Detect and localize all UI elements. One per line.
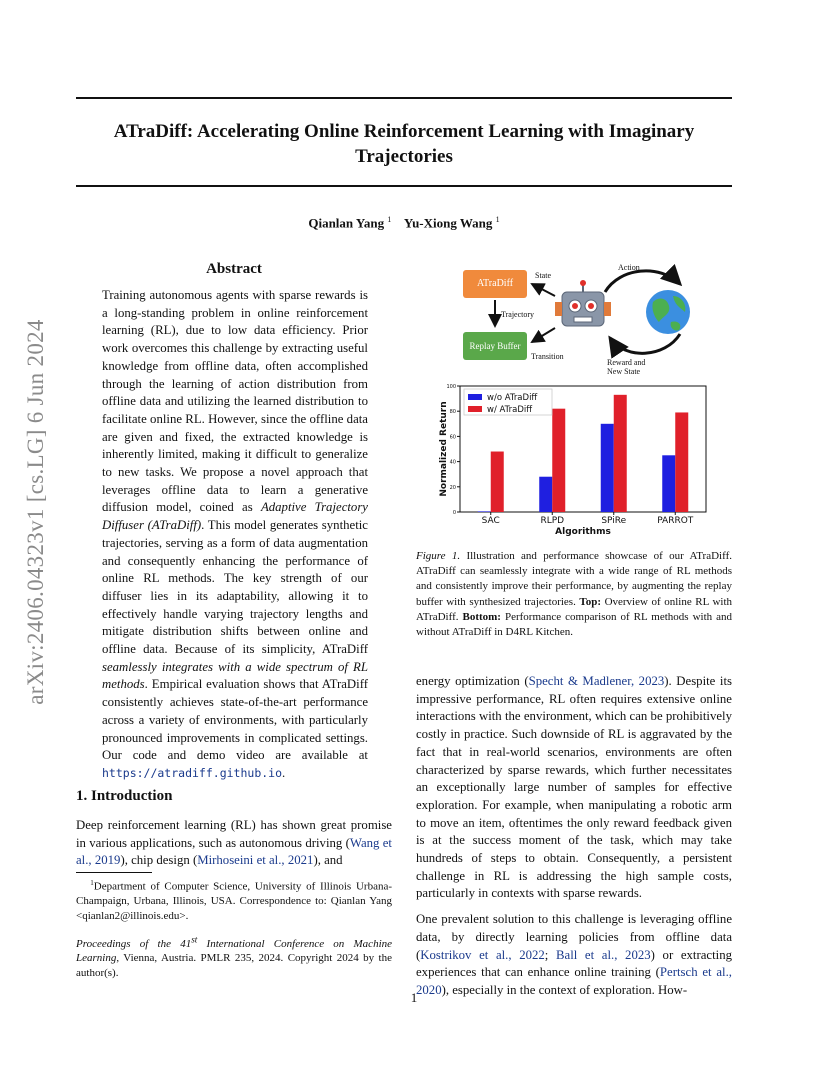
y-tick-label: 40 (449, 459, 456, 466)
intro-text: ), chip design ( (120, 853, 198, 868)
legend-label: w/ ATraDiff (487, 405, 533, 415)
action-label: Action (618, 263, 640, 272)
state-arrow (532, 284, 555, 296)
x-axis-label: Algorithms (555, 527, 611, 537)
citation-link[interactable]: Specht & Madlener, 2023 (528, 674, 665, 688)
proceedings-text: , Vienna, Austria. PMLR 235, 2024. Copyright 2024 by the author(s). (76, 952, 392, 979)
body-text: One prevalent solution to this challenge is leveraging offline data, by directly learning policies from offline data ( (416, 912, 732, 962)
paper-title: ATraDiff: Accelerating Online Reinforcement Learning with Imaginary Trajectories (113, 121, 695, 167)
affiliation-footnote (76, 876, 392, 923)
abstract-emphasis: seamlessly integrates with a wide spectrum of RL methods (102, 659, 368, 692)
citation-link[interactable]: Kostrikov et al., 2022 (420, 947, 545, 962)
reward-label: Reward and (607, 358, 646, 367)
x-tick-label: PARROT (657, 516, 694, 526)
globe-icon (646, 290, 690, 334)
footnote-mark: 1 (90, 879, 94, 887)
x-tick-label: RLPD (540, 516, 565, 526)
author-affil: 1 (387, 215, 392, 224)
abstract-text: Training autonomous agents with sparse rewards is a long-standing problem in online reinforcement learning (RL), due to low data efficiency. Prior work overcomes this challenge by extracting useful knowledge from offline data, often accomplished through the learning of action distribution from offline data and utilizing the learned distribution to facilitate online RL. However, since the offline data are given and fixed, the extracted knowledge is inherently limited, making it difficult to generalize to new tasks. We propose a novel approach that leverages offline data to learn a generative diffusion model, coined as (102, 288, 368, 515)
citation-link[interactable]: Mirhoseini et al., 2021 (197, 853, 314, 868)
bar-without-atradiff (601, 424, 614, 512)
state-label: State (535, 271, 551, 280)
bar-with-atradiff (614, 395, 627, 512)
overview-diagram (455, 262, 715, 382)
citation-link[interactable]: Wang et al., 2019 (76, 835, 392, 868)
arxiv-sidebar (0, 0, 60, 1072)
abstract-text: . This model generates synthetic trajectories, serving as a form of data augmentation and consequently enhancing the performance of online RL methods. The key strength of our diffuser lies in its adaptability, allowing it to effectively handle varying trajectory lengths and mitigate distribution shifts between online and offline data. Because of its simplicity, ATraDiff (102, 518, 368, 657)
abstract-body (102, 287, 368, 783)
performance-bar-chart (436, 382, 716, 538)
caption-text: Overview of online RL with ATraDiff. (416, 595, 733, 623)
abstract-text: . (282, 765, 286, 780)
footnote-text: Department of Computer Science, University of Illinois Urbana-Champaign, Urbana, Illinois, USA. Correspondence to: Qianlan Yang <qianlan2@illinois.edu>. (76, 880, 392, 922)
top-rule (76, 97, 732, 99)
caption-top-label: Top: (579, 595, 601, 608)
legend-swatch (468, 406, 482, 412)
author-list (76, 215, 732, 231)
body-paragraph (416, 673, 732, 903)
caption-text: Performance comparison of RL methods with and without ATraDiff in D4RL Kitchen. (416, 610, 732, 639)
bar-with-atradiff (491, 452, 504, 512)
atradiff-box: ATraDiff (463, 270, 527, 298)
footnote-rule (76, 872, 152, 873)
bar-without-atradiff (478, 511, 491, 512)
abstract-text: . Empirical evaluation shows that ATraDiff consistently achieves state-of-the-art performance across a variety of environments, with particularly pronounced improvements in complicated settings. Our code and demo video are available at (102, 677, 368, 763)
project-url-link[interactable]: https://atradiff.github.io (102, 765, 283, 780)
body-text: ) or extracting experiences that can enhance online training ( (416, 947, 732, 980)
citation-link[interactable]: Pertsch et al., 2020 (416, 965, 732, 997)
abstract-heading: Abstract (206, 261, 262, 277)
caption-text: Illustration and performance showcase of our ATraDiff. ATraDiff can seamlessly integrate with a wide range of RL methods and consistently improve their performance, by augmenting the replay buffer with synthesized trajectories. (416, 550, 732, 608)
bar-without-atradiff (539, 477, 552, 512)
y-tick-label: 100 (446, 384, 456, 390)
transition-arrow (532, 328, 555, 342)
y-tick-label: 0 (452, 510, 456, 516)
intro-text: Deep reinforcement learning (RL) has shown great promise in various applications, such as autonomous driving ( (76, 818, 392, 850)
y-tick-label: 60 (449, 434, 456, 441)
bar-without-atradiff (662, 455, 675, 512)
reward-arrow (610, 334, 680, 353)
new-state-label: New State (607, 367, 641, 376)
proceedings-venue: International Conference on Machine Learning (76, 937, 393, 965)
bar-with-atradiff (552, 409, 565, 512)
right-column-body (416, 673, 732, 1008)
caption-bottom-label: Bottom: (462, 610, 501, 623)
robot-icon (555, 280, 611, 326)
action-arrow (605, 271, 680, 292)
proceedings-note (76, 932, 392, 980)
author-affil: 1 (495, 215, 500, 224)
title-bottom-rule (76, 185, 732, 187)
proceedings-text: Proceedings of the (76, 937, 171, 950)
proceedings-suffix: st (191, 934, 198, 944)
body-text: energy optimization ( (416, 674, 529, 688)
caption-label: Figure 1. (416, 550, 461, 562)
intro-text: ), and (313, 853, 343, 868)
bar-with-atradiff (675, 412, 688, 512)
legend-label: w/o ATraDiff (487, 393, 538, 403)
arxiv-identifier: arXiv:2406.04323v1 [cs.LG] 6 Jun 2024 (23, 319, 48, 705)
bar-chart-svg (436, 382, 716, 538)
body-paragraph (416, 911, 732, 1000)
intro-paragraph (76, 817, 392, 870)
y-tick-label: 80 (449, 409, 456, 416)
citation-link[interactable]: Ball et al., 2023 (555, 947, 651, 962)
replay-buffer-box: Replay Buffer (463, 332, 527, 360)
figure-caption (416, 549, 732, 640)
legend-swatch (468, 394, 482, 400)
x-tick-label: SAC (481, 516, 500, 526)
y-tick-label: 20 (449, 484, 456, 491)
y-axis-label: Normalized Return (439, 401, 449, 497)
page-number: 1 (410, 990, 418, 1005)
author-name: Yu-Xiong Wang (403, 215, 493, 231)
transition-label: Transition (531, 352, 564, 361)
section-heading: 1. Introduction (76, 788, 173, 804)
body-text: ), especially in the context of exploration. How- (441, 982, 688, 997)
abstract-emphasis: Adaptive Trajectory Diffuser (ATraDiff) (102, 500, 368, 533)
body-text: ). Despite its impressive performance, RL often requires extensive online interactions with the environment, which can be prohibitively costly in practice. Such downside of RL is aggravated by the fact that in real-world scenarios, environments are often characterized by sparse rewards, which further necessitates an exceptionally large number of samples for effective exploration. For example, when manipulating a robotic arm to move an item, oftentimes the only reward feedback given is at the success moment of the task, which may take hundreds of steps to obtain. Consequently, a persistent challenge in RL is addressing the high sample costs, particularly in contexts with sparse rewards. (416, 674, 732, 901)
proceedings-edition: 41 (180, 937, 192, 950)
body-text: ; (544, 947, 556, 962)
author-name: Qianlan Yang (308, 215, 385, 231)
trajectory-label: Trajectory (501, 310, 535, 319)
x-tick-label: SPiRe (601, 516, 627, 526)
